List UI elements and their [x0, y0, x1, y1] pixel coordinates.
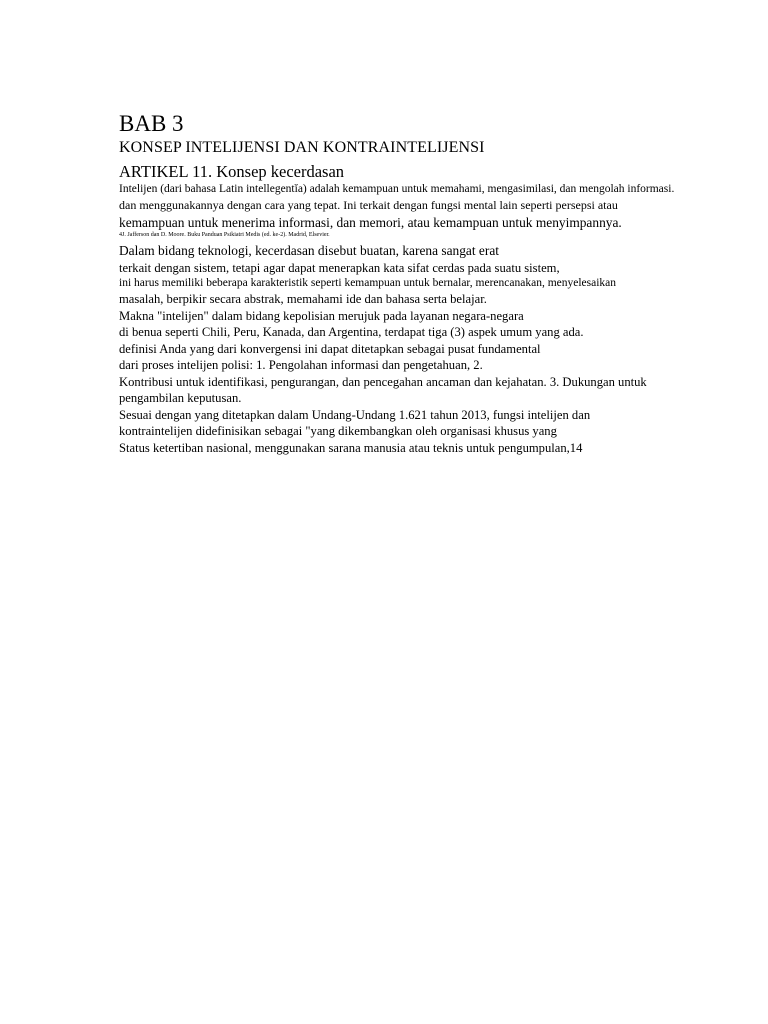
- body-line: Makna "intelijen" dalam bidang kepolisian merujuk pada layanan negara-negara: [119, 308, 524, 323]
- body-line: di benua seperti Chili, Peru, Kanada, dan Argentina, terdapat tiga (3) aspek umum yang ada.: [119, 325, 584, 339]
- body-line: Sesuai dengan yang ditetapkan dalam Undang-Undang 1.621 tahun 2013, fungsi intelijen dan: [119, 407, 591, 422]
- intro-paragraph: [119, 182, 739, 231]
- body-line: pengambilan keputusan.: [119, 391, 242, 405]
- article-heading: ARTIKEL 11. Konsep kecerdasan: [119, 162, 345, 181]
- body-line: dari proses intelijen polisi: 1. Pengolahan informasi dan pengetahuan, 2.: [119, 358, 483, 372]
- body-line: Kontribusi untuk identifikasi, pengurangan, dan pencegahan ancaman dan kejahatan. 3. Dukungan untuk: [119, 374, 647, 389]
- body-line: masalah, berpikir secara abstrak, memahami ide dan bahasa serta belajar.: [119, 292, 487, 306]
- chapter-subtitle: KONSEP INTELIJENSI DAN KONTRAINTELIJENSI: [119, 139, 485, 156]
- body-line: definisi Anda yang dari konvergensi ini dapat ditetapkan sebagai pusat fundamental: [119, 341, 541, 356]
- document-page: [119, 110, 739, 456]
- body-line: kontraintelijen didefinisikan sebagai "yang dikembangkan oleh organisasi khusus yang: [119, 424, 557, 438]
- body-text: [119, 243, 739, 456]
- intro-line: Intelijen (dari bahasa Latin intellegentĭa) adalah kemampuan untuk memahami, mengasimilasi, dan mengolah informasi.: [119, 183, 675, 195]
- body-line: ini harus memiliki beberapa karakteristik seperti kemampuan untuk bernalar, merencanakan, menyelesaikan: [119, 277, 617, 289]
- chapter-heading: BAB 3: [119, 111, 184, 136]
- body-line: Status ketertiban nasional, menggunakan sarana manusia atau teknis untuk pengumpulan,14: [119, 440, 583, 455]
- footnote: 4J. Jafferson dan D. Moore. Buku Panduan Psikiatri Medis (ed. ke-2). Madrid, Elsevier.: [119, 232, 330, 238]
- body-line: Dalam bidang teknologi, kecerdasan disebut buatan, karena sangat erat: [119, 243, 499, 258]
- intro-line: dan menggunakannya dengan cara yang tepat. Ini terkait dengan fungsi mental lain seperti persepsi atau: [119, 198, 618, 212]
- body-line: terkait dengan sistem, tetapi agar dapat menerapkan kata sifat cerdas pada suatu sistem,: [119, 260, 560, 275]
- intro-line: kemampuan untuk menerima informasi, dan memori, atau kemampuan untuk menyimpannya.: [119, 215, 622, 230]
